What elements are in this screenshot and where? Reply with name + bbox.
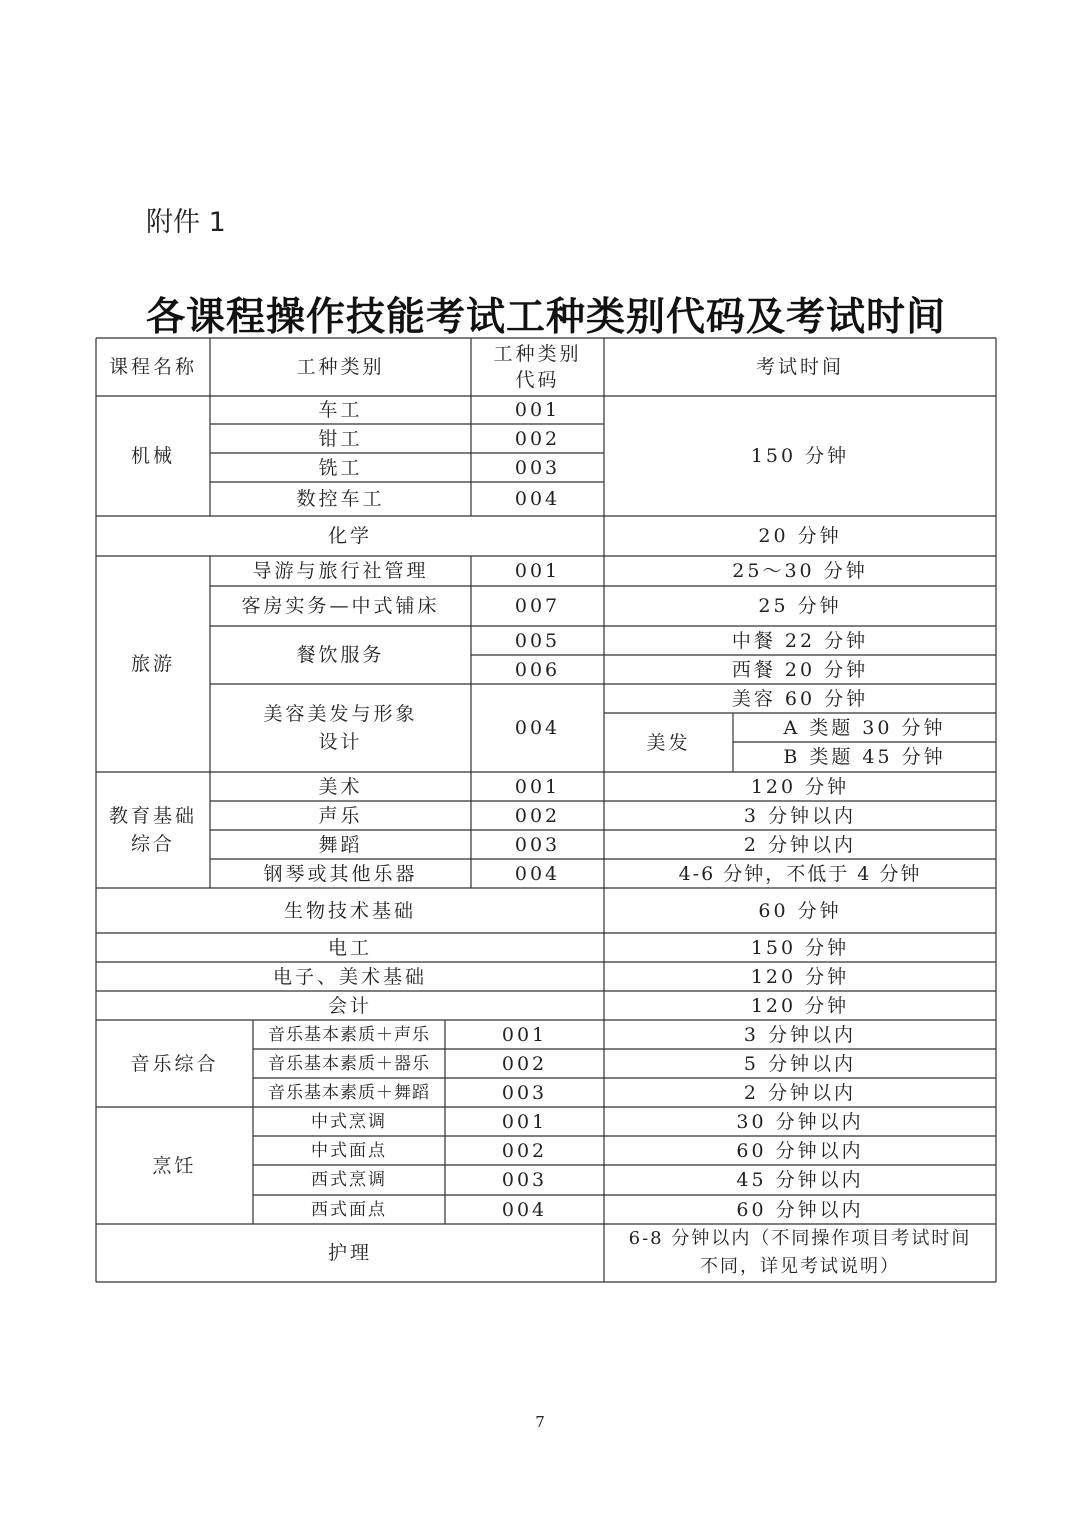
time-cell: 45 分钟以内 [736,1169,864,1191]
code-cell: 003 [501,1081,548,1104]
type-cell: 钢琴或其他乐器 [263,862,418,885]
code-cell: 001 [514,399,561,421]
code-cell: 005 [514,629,561,652]
code-cell: 003 [501,1169,548,1191]
time-cell: 西餐 20 分钟 [731,658,869,681]
name-kuaiji: 会计 [327,994,372,1017]
type-cell: 西式面点 [311,1199,387,1220]
time-huaxue: 20 分钟 [758,525,842,547]
course-pengren: 烹饪 [152,1154,197,1177]
type-cell: 美术 [318,775,363,798]
code-cell: 001 [514,560,561,582]
type-cell: 导游与旅行社管理 [252,560,429,582]
attachment-label: 附件 1 [146,207,226,238]
time-shengwu: 60 分钟 [758,899,842,922]
time-cell: 中餐 22 分钟 [731,629,869,652]
type-cell: 舞蹈 [318,833,363,856]
type-cell: 车工 [318,399,363,421]
header-type: 工种类别 [296,356,385,378]
code-cell: 004 [501,1198,548,1221]
code-cell: 006 [514,658,561,681]
type-cell: 美容美发与形象 设计 [263,703,418,753]
time-cell: A 类题 30 分钟 [783,716,946,739]
time-cell: 25～30 分钟 [732,560,868,582]
time-cell: 60 分钟以内 [736,1139,864,1162]
code-cell: 002 [514,427,561,450]
time-cell: 3 分钟以内 [743,1023,857,1046]
type-cell: 数控车工 [296,488,385,510]
time-cell: 5 分钟以内 [743,1052,857,1075]
time-cell: 25 分钟 [758,595,842,617]
time-cell: 4-6 分钟，不低于 4 分钟 [678,862,922,885]
time-jixie: 150 分钟 [750,445,850,467]
type-cell: 客房实务—中式铺床 [241,595,440,617]
code-cell: 007 [514,595,561,617]
time-cell: 60 分钟以内 [736,1198,864,1221]
course-jiaoyu: 教育基础 综合 [108,805,197,855]
type-cell: 音乐基本素质＋舞蹈 [268,1082,430,1103]
page-number: 7 [535,1413,545,1431]
meifa-label: 美发 [646,731,691,754]
page-title: 各课程操作技能考试工种类别代码及考试时间 [145,294,946,340]
type-cell: 钳工 [318,427,363,450]
code-cell: 004 [514,717,561,739]
type-cell: 声乐 [318,804,363,827]
time-diangong: 150 分钟 [750,936,850,959]
time-cell: 120 分钟 [750,775,850,798]
time-cell: 3 分钟以内 [743,804,857,827]
name-huaxue: 化学 [327,525,372,547]
time-cell: 2 分钟以内 [743,1081,857,1104]
time-dianzi: 120 分钟 [750,965,850,988]
time-cell: B 类题 45 分钟 [783,746,946,768]
header-time: 考试时间 [755,356,844,378]
code-cell: 002 [514,804,561,827]
time-cell: 30 分钟以内 [736,1110,864,1133]
code-cell: 001 [501,1110,548,1133]
type-cell: 铣工 [318,456,363,479]
time-kuaiji: 120 分钟 [750,994,850,1017]
type-cell: 餐饮服务 [296,644,385,666]
code-cell: 001 [501,1023,548,1046]
name-dianzi: 电子、美术基础 [272,965,427,988]
type-cell: 中式面点 [311,1140,387,1161]
code-cell: 002 [501,1052,548,1075]
code-cell: 001 [514,775,561,798]
header-course: 课程名称 [108,356,197,378]
code-cell: 004 [514,488,561,510]
course-jixie: 机械 [130,445,175,467]
name-shengwu: 生物技术基础 [283,899,416,922]
code-cell: 004 [514,862,561,885]
type-cell: 音乐基本素质＋声乐 [268,1024,430,1045]
time-cell: 2 分钟以内 [743,833,857,856]
time-cell: 美容 60 分钟 [731,687,869,710]
code-cell: 003 [514,456,561,479]
header-code: 工种类别 代码 [493,343,582,391]
type-cell: 西式烹调 [311,1170,387,1190]
name-huli: 护理 [327,1242,372,1264]
time-huli: 6-8 分钟以内（不同操作项目考试时间 不同，详见考试说明） [628,1228,972,1277]
name-diangong: 电工 [327,936,372,959]
type-cell: 中式烹调 [311,1111,387,1132]
course-yinyue: 音乐综合 [130,1052,219,1075]
code-cell: 003 [514,833,561,856]
code-cell: 002 [501,1139,548,1162]
course-lvyou: 旅游 [130,653,175,675]
type-cell: 音乐基本素质＋器乐 [268,1053,430,1074]
